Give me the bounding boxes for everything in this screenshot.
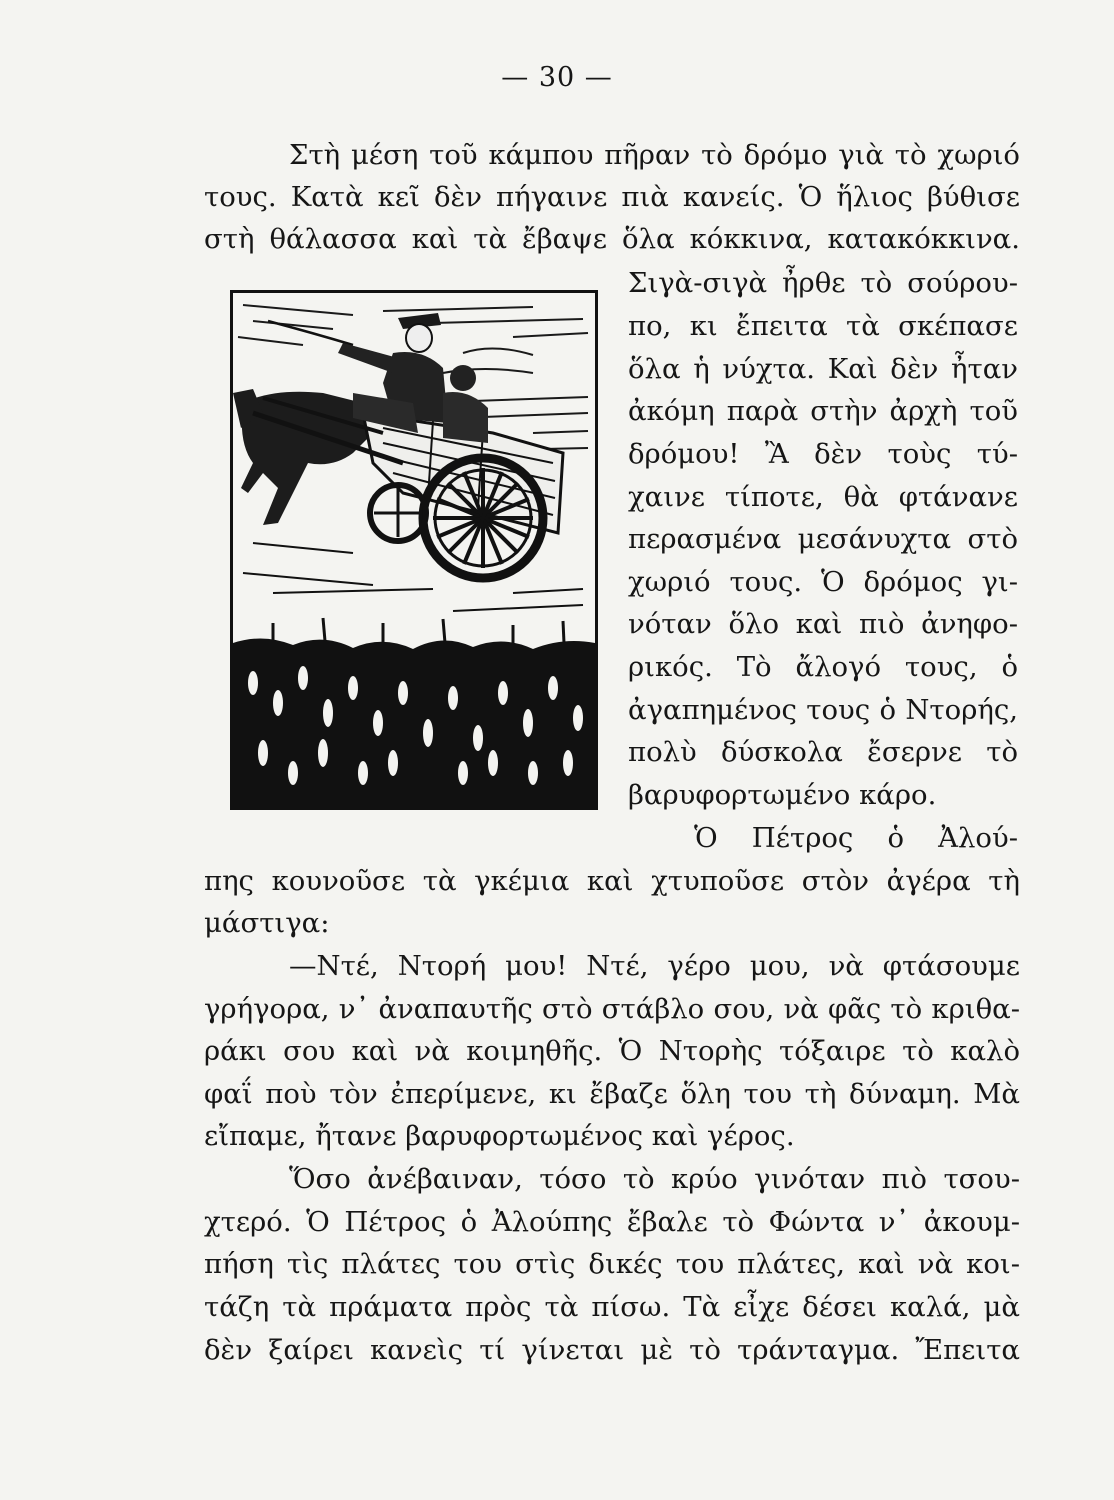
text-line: ὅλα ἡ νύχτα. Καὶ δὲν ἦταν [628, 353, 1018, 385]
text-line: δρόμου! Ἂ δὲν τοὺς τύ- [628, 438, 1018, 470]
text-line: νόταν ὅλο καὶ πιὸ ἀνηφο- [628, 608, 1018, 640]
text-line: χτερό. Ὁ Πέτρος ὁ Ἀλούπης ἔβαλε τὸ Φώντα ν᾿ ἀκουμ- [204, 1206, 1020, 1238]
text-line: τάζη τὰ πράματα πρὸς τὰ πίσω. Τὰ εἶχε δέσει καλά, μὰ [204, 1291, 1020, 1323]
text-line: Ὁ Πέτρος ὁ Ἀλού- [694, 822, 1018, 854]
text-line: ἀκόμη παρὰ στὴν ἀρχὴ τοῦ [628, 395, 1018, 427]
text-line: Σιγὰ-σιγὰ ἦρθε τὸ σούρου- [628, 267, 1018, 299]
cart-woodcut-image [233, 293, 595, 807]
text-line: τους. Κατὰ κεῖ δὲν πήγαινε πιὰ κανείς. Ὁ ἥλιος βύθισε [204, 181, 1020, 213]
text-line: βαρυφορτωμένο κάρο. [628, 779, 937, 811]
text-line: ράκι σου καὶ νὰ κοιμηθῆς. Ὁ Ντορὴς τόξαιρε τὸ καλὸ [204, 1035, 1020, 1067]
text-line: ρικός. Τὸ ἄλογό τους, ὁ [628, 651, 1018, 683]
page-number: — 30 — [501, 62, 613, 93]
text-line: εἴπαμε, ἤτανε βαρυφορτωμένος καὶ γέρος. [204, 1120, 795, 1152]
text-line: ἀγαπημένος τους ὁ Ντορής, [628, 694, 1018, 726]
text-line: δὲν ξαίρει κανεὶς τί γίνεται μὲ τὸ τράνταγμα. Ἔπειτα [204, 1334, 1020, 1366]
text-line: —Ντέ, Ντορή μου! Ντέ, γέρο μου, νὰ φτάσουμε [289, 950, 1020, 982]
text-line: πήση τὶς πλάτες του στὶς δικές του πλάτες, καὶ νὰ κοι- [204, 1248, 1020, 1280]
text-line: χωριό τους. Ὁ δρόμος γι- [628, 566, 1018, 598]
text-line: φαΐ ποὺ τὸν ἐπερίμενε, κι ἔβαζε ὅλη του τὴ δύναμη. Μὰ [204, 1078, 1020, 1110]
text-line: πο, κι ἔπειτα τὰ σκέπασε [628, 310, 1018, 342]
text-line: πολὺ δύσκολα ἔσερνε τὸ [628, 736, 1018, 768]
text-line: πης κουνοῦσε τὰ γκέμια καὶ χτυποῦσε στὸν ἀγέρα τὴ [204, 865, 1020, 897]
text-line: χαινε τίποτε, θὰ φτάνανε [628, 481, 1018, 513]
text-line: περασμένα μεσάνυχτα στὸ [628, 523, 1018, 555]
text-line: Στὴ μέση τοῦ κάμπου πῆραν τὸ δρόμο γιὰ τὸ χωριό [289, 139, 1020, 171]
text-line: μάστιγα: [204, 907, 330, 939]
text-line: στὴ θάλασσα καὶ τὰ ἔβαψε ὅλα κόκκινα, κατακόκκινα. [204, 223, 1020, 255]
text-line: γρήγορα, ν᾿ ἀναπαυτῆς στὸ στάβλο σου, νὰ φᾶς τὸ κριθα- [204, 993, 1020, 1025]
cart-illustration [230, 290, 598, 810]
text-line: Ὅσο ἀνέβαιναν, τόσο τὸ κρύο γινόταν πιὸ τσου- [289, 1163, 1020, 1195]
